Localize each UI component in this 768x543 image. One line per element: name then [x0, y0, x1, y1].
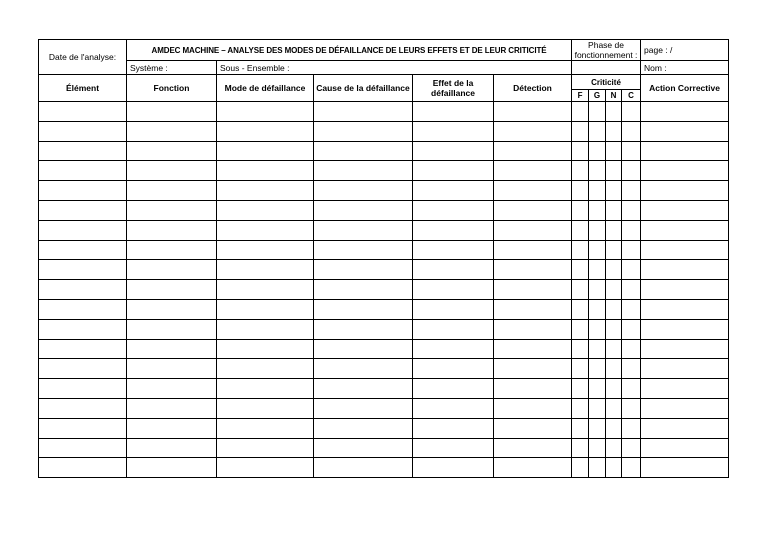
cell-element[interactable]	[39, 299, 127, 319]
cell-g[interactable]	[589, 438, 606, 458]
cell-action[interactable]	[641, 181, 729, 201]
table-row	[39, 161, 729, 181]
cell-action[interactable]	[641, 280, 729, 300]
cell-g[interactable]	[589, 102, 606, 122]
cell-action[interactable]	[641, 438, 729, 458]
cell-fonction[interactable]	[127, 319, 217, 339]
cell-element[interactable]	[39, 260, 127, 280]
cell-element[interactable]	[39, 240, 127, 260]
cell-c[interactable]	[622, 102, 641, 122]
cell-cause[interactable]	[314, 438, 413, 458]
cell-mode[interactable]	[217, 418, 314, 438]
cell-c[interactable]	[622, 398, 641, 418]
cell-detection[interactable]	[494, 220, 572, 240]
cell-fonction[interactable]	[127, 359, 217, 379]
cell-action[interactable]	[641, 398, 729, 418]
col-header-detection: Détection	[494, 75, 572, 102]
cell-effet[interactable]	[413, 280, 494, 300]
systeme-label: Système :	[127, 61, 217, 75]
cell-effet[interactable]	[413, 181, 494, 201]
cell-f[interactable]	[572, 141, 589, 161]
cell-g[interactable]	[589, 200, 606, 220]
cell-effet[interactable]	[413, 240, 494, 260]
cell-element[interactable]	[39, 418, 127, 438]
cell-cause[interactable]	[314, 379, 413, 399]
col-header-n: N	[606, 90, 622, 102]
cell-mode[interactable]	[217, 438, 314, 458]
cell-g[interactable]	[589, 359, 606, 379]
phase-label: Phase de fonctionnement :	[572, 40, 641, 61]
col-header-element: Élément	[39, 75, 127, 102]
table-row	[39, 299, 729, 319]
table-row	[39, 418, 729, 438]
cell-n[interactable]	[606, 161, 622, 181]
cell-element[interactable]	[39, 220, 127, 240]
cell-g[interactable]	[589, 121, 606, 141]
cell-effet[interactable]	[413, 458, 494, 478]
cell-f[interactable]	[572, 438, 589, 458]
cell-g[interactable]	[589, 379, 606, 399]
cell-fonction[interactable]	[127, 161, 217, 181]
cell-f[interactable]	[572, 280, 589, 300]
cell-mode[interactable]	[217, 319, 314, 339]
cell-fonction[interactable]	[127, 200, 217, 220]
cell-g[interactable]	[589, 458, 606, 478]
cell-cause[interactable]	[314, 240, 413, 260]
cell-fonction[interactable]	[127, 260, 217, 280]
col-header-c: C	[622, 90, 641, 102]
cell-f[interactable]	[572, 339, 589, 359]
col-header-effet: Effet de la défaillance	[413, 75, 494, 102]
cell-fonction[interactable]	[127, 379, 217, 399]
cell-fonction[interactable]	[127, 398, 217, 418]
table-row	[39, 339, 729, 359]
cell-c[interactable]	[622, 161, 641, 181]
cell-detection[interactable]	[494, 319, 572, 339]
cell-cause[interactable]	[314, 359, 413, 379]
cell-mode[interactable]	[217, 260, 314, 280]
cell-n[interactable]	[606, 339, 622, 359]
cell-fonction[interactable]	[127, 438, 217, 458]
cell-c[interactable]	[622, 438, 641, 458]
cell-f[interactable]	[572, 181, 589, 201]
cell-action[interactable]	[641, 102, 729, 122]
cell-fonction[interactable]	[127, 220, 217, 240]
cell-action[interactable]	[641, 121, 729, 141]
cell-cause[interactable]	[314, 299, 413, 319]
cell-detection[interactable]	[494, 438, 572, 458]
cell-mode[interactable]	[217, 200, 314, 220]
cell-c[interactable]	[622, 418, 641, 438]
cell-n[interactable]	[606, 220, 622, 240]
page-label: page : /	[641, 40, 729, 61]
cell-n[interactable]	[606, 379, 622, 399]
cell-mode[interactable]	[217, 379, 314, 399]
cell-element[interactable]	[39, 181, 127, 201]
cell-g[interactable]	[589, 260, 606, 280]
cell-action[interactable]	[641, 339, 729, 359]
cell-n[interactable]	[606, 398, 622, 418]
cell-f[interactable]	[572, 200, 589, 220]
cell-f[interactable]	[572, 319, 589, 339]
cell-effet[interactable]	[413, 200, 494, 220]
cell-c[interactable]	[622, 181, 641, 201]
cell-element[interactable]	[39, 438, 127, 458]
table-row	[39, 260, 729, 280]
cell-effet[interactable]	[413, 141, 494, 161]
cell-detection[interactable]	[494, 141, 572, 161]
cell-c[interactable]	[622, 359, 641, 379]
table-row	[39, 438, 729, 458]
cell-effet[interactable]	[413, 359, 494, 379]
cell-c[interactable]	[622, 319, 641, 339]
cell-fonction[interactable]	[127, 240, 217, 260]
cell-effet[interactable]	[413, 161, 494, 181]
cell-n[interactable]	[606, 359, 622, 379]
cell-cause[interactable]	[314, 200, 413, 220]
cell-g[interactable]	[589, 141, 606, 161]
cell-detection[interactable]	[494, 379, 572, 399]
cell-cause[interactable]	[314, 398, 413, 418]
table-row	[39, 359, 729, 379]
cell-mode[interactable]	[217, 299, 314, 319]
table-row	[39, 240, 729, 260]
cell-effet[interactable]	[413, 299, 494, 319]
cell-cause[interactable]	[314, 260, 413, 280]
cell-action[interactable]	[641, 418, 729, 438]
col-header-f: F	[572, 90, 589, 102]
cell-n[interactable]	[606, 240, 622, 260]
col-header-criticite: Criticité	[572, 75, 641, 90]
cell-detection[interactable]	[494, 200, 572, 220]
cell-effet[interactable]	[413, 220, 494, 240]
cell-action[interactable]	[641, 220, 729, 240]
cell-fonction[interactable]	[127, 102, 217, 122]
cell-c[interactable]	[622, 121, 641, 141]
cell-mode[interactable]	[217, 181, 314, 201]
cell-detection[interactable]	[494, 359, 572, 379]
cell-g[interactable]	[589, 181, 606, 201]
cell-f[interactable]	[572, 121, 589, 141]
cell-f[interactable]	[572, 418, 589, 438]
nom-label: Nom :	[641, 61, 729, 75]
cell-cause[interactable]	[314, 418, 413, 438]
cell-element[interactable]	[39, 280, 127, 300]
cell-cause[interactable]	[314, 181, 413, 201]
cell-cause[interactable]	[314, 102, 413, 122]
cell-element[interactable]	[39, 319, 127, 339]
cell-mode[interactable]	[217, 458, 314, 478]
cell-detection[interactable]	[494, 339, 572, 359]
cell-n[interactable]	[606, 141, 622, 161]
table-row	[39, 220, 729, 240]
cell-detection[interactable]	[494, 121, 572, 141]
cell-f[interactable]	[572, 220, 589, 240]
col-header-cause: Cause de la défaillance	[314, 75, 413, 102]
cell-f[interactable]	[572, 240, 589, 260]
cell-cause[interactable]	[314, 339, 413, 359]
table-row	[39, 398, 729, 418]
cell-c[interactable]	[622, 141, 641, 161]
cell-g[interactable]	[589, 240, 606, 260]
cell-c[interactable]	[622, 220, 641, 240]
cell-element[interactable]	[39, 339, 127, 359]
cell-cause[interactable]	[314, 319, 413, 339]
cell-n[interactable]	[606, 102, 622, 122]
cell-action[interactable]	[641, 458, 729, 478]
table-row	[39, 141, 729, 161]
table-row	[39, 181, 729, 201]
cell-cause[interactable]	[314, 161, 413, 181]
cell-detection[interactable]	[494, 102, 572, 122]
cell-c[interactable]	[622, 280, 641, 300]
table-row	[39, 102, 729, 122]
cell-fonction[interactable]	[127, 280, 217, 300]
cell-g[interactable]	[589, 319, 606, 339]
cell-element[interactable]	[39, 359, 127, 379]
cell-f[interactable]	[572, 161, 589, 181]
cell-element[interactable]	[39, 161, 127, 181]
cell-fonction[interactable]	[127, 458, 217, 478]
cell-action[interactable]	[641, 141, 729, 161]
cell-c[interactable]	[622, 339, 641, 359]
table-row	[39, 458, 729, 478]
cell-c[interactable]	[622, 260, 641, 280]
cell-c[interactable]	[622, 240, 641, 260]
cell-n[interactable]	[606, 418, 622, 438]
cell-effet[interactable]	[413, 339, 494, 359]
cell-action[interactable]	[641, 200, 729, 220]
cell-fonction[interactable]	[127, 299, 217, 319]
cell-f[interactable]	[572, 260, 589, 280]
sous-ensemble-label: Sous - Ensemble :	[217, 61, 572, 75]
cell-c[interactable]	[622, 379, 641, 399]
col-header-g: G	[589, 90, 606, 102]
cell-effet[interactable]	[413, 379, 494, 399]
cell-mode[interactable]	[217, 339, 314, 359]
cell-n[interactable]	[606, 458, 622, 478]
cell-n[interactable]	[606, 181, 622, 201]
cell-g[interactable]	[589, 339, 606, 359]
cell-f[interactable]	[572, 379, 589, 399]
cell-cause[interactable]	[314, 141, 413, 161]
cell-g[interactable]	[589, 398, 606, 418]
cell-detection[interactable]	[494, 181, 572, 201]
cell-f[interactable]	[572, 458, 589, 478]
cell-n[interactable]	[606, 299, 622, 319]
cell-f[interactable]	[572, 398, 589, 418]
cell-g[interactable]	[589, 220, 606, 240]
cell-mode[interactable]	[217, 398, 314, 418]
cell-fonction[interactable]	[127, 141, 217, 161]
cell-detection[interactable]	[494, 398, 572, 418]
cell-cause[interactable]	[314, 121, 413, 141]
cell-n[interactable]	[606, 200, 622, 220]
cell-c[interactable]	[622, 299, 641, 319]
cell-n[interactable]	[606, 260, 622, 280]
col-header-mode: Mode de défaillance	[217, 75, 314, 102]
cell-effet[interactable]	[413, 418, 494, 438]
cell-effet[interactable]	[413, 260, 494, 280]
cell-mode[interactable]	[217, 161, 314, 181]
cell-detection[interactable]	[494, 458, 572, 478]
cell-effet[interactable]	[413, 102, 494, 122]
cell-detection[interactable]	[494, 418, 572, 438]
cell-element[interactable]	[39, 458, 127, 478]
cell-c[interactable]	[622, 458, 641, 478]
cell-element[interactable]	[39, 121, 127, 141]
phase-value	[572, 61, 641, 75]
cell-effet[interactable]	[413, 438, 494, 458]
table-row	[39, 319, 729, 339]
cell-mode[interactable]	[217, 359, 314, 379]
cell-f[interactable]	[572, 299, 589, 319]
cell-fonction[interactable]	[127, 121, 217, 141]
amdec-table	[38, 39, 729, 478]
cell-n[interactable]	[606, 121, 622, 141]
cell-mode[interactable]	[217, 280, 314, 300]
cell-action[interactable]	[641, 161, 729, 181]
cell-n[interactable]	[606, 319, 622, 339]
cell-mode[interactable]	[217, 121, 314, 141]
cell-cause[interactable]	[314, 458, 413, 478]
cell-g[interactable]	[589, 280, 606, 300]
cell-effet[interactable]	[413, 121, 494, 141]
cell-g[interactable]	[589, 161, 606, 181]
cell-mode[interactable]	[217, 141, 314, 161]
cell-action[interactable]	[641, 299, 729, 319]
cell-fonction[interactable]	[127, 181, 217, 201]
cell-effet[interactable]	[413, 319, 494, 339]
cell-fonction[interactable]	[127, 418, 217, 438]
cell-detection[interactable]	[494, 260, 572, 280]
table-row	[39, 200, 729, 220]
cell-element[interactable]	[39, 102, 127, 122]
cell-cause[interactable]	[314, 280, 413, 300]
cell-g[interactable]	[589, 418, 606, 438]
cell-action[interactable]	[641, 379, 729, 399]
cell-detection[interactable]	[494, 240, 572, 260]
cell-f[interactable]	[572, 102, 589, 122]
cell-detection[interactable]	[494, 280, 572, 300]
cell-action[interactable]	[641, 260, 729, 280]
cell-element[interactable]	[39, 141, 127, 161]
cell-mode[interactable]	[217, 220, 314, 240]
cell-detection[interactable]	[494, 299, 572, 319]
cell-f[interactable]	[572, 359, 589, 379]
col-header-fonction: Fonction	[127, 75, 217, 102]
cell-action[interactable]	[641, 319, 729, 339]
cell-element[interactable]	[39, 200, 127, 220]
date-label: Date de l'analyse:	[39, 40, 127, 75]
col-header-action: Action Corrective	[641, 75, 729, 102]
cell-fonction[interactable]	[127, 339, 217, 359]
cell-element[interactable]	[39, 398, 127, 418]
cell-g[interactable]	[589, 299, 606, 319]
table-row	[39, 379, 729, 399]
cell-detection[interactable]	[494, 161, 572, 181]
table-row	[39, 280, 729, 300]
cell-n[interactable]	[606, 438, 622, 458]
cell-n[interactable]	[606, 280, 622, 300]
cell-c[interactable]	[622, 200, 641, 220]
table-row	[39, 121, 729, 141]
form-title: AMDEC MACHINE – ANALYSE DES MODES DE DÉFAILLANCE DE LEURS EFFETS ET DE LEUR CRITICITÉ	[127, 40, 572, 61]
cell-mode[interactable]	[217, 240, 314, 260]
cell-action[interactable]	[641, 240, 729, 260]
cell-element[interactable]	[39, 379, 127, 399]
cell-effet[interactable]	[413, 398, 494, 418]
cell-mode[interactable]	[217, 102, 314, 122]
cell-cause[interactable]	[314, 220, 413, 240]
cell-action[interactable]	[641, 359, 729, 379]
